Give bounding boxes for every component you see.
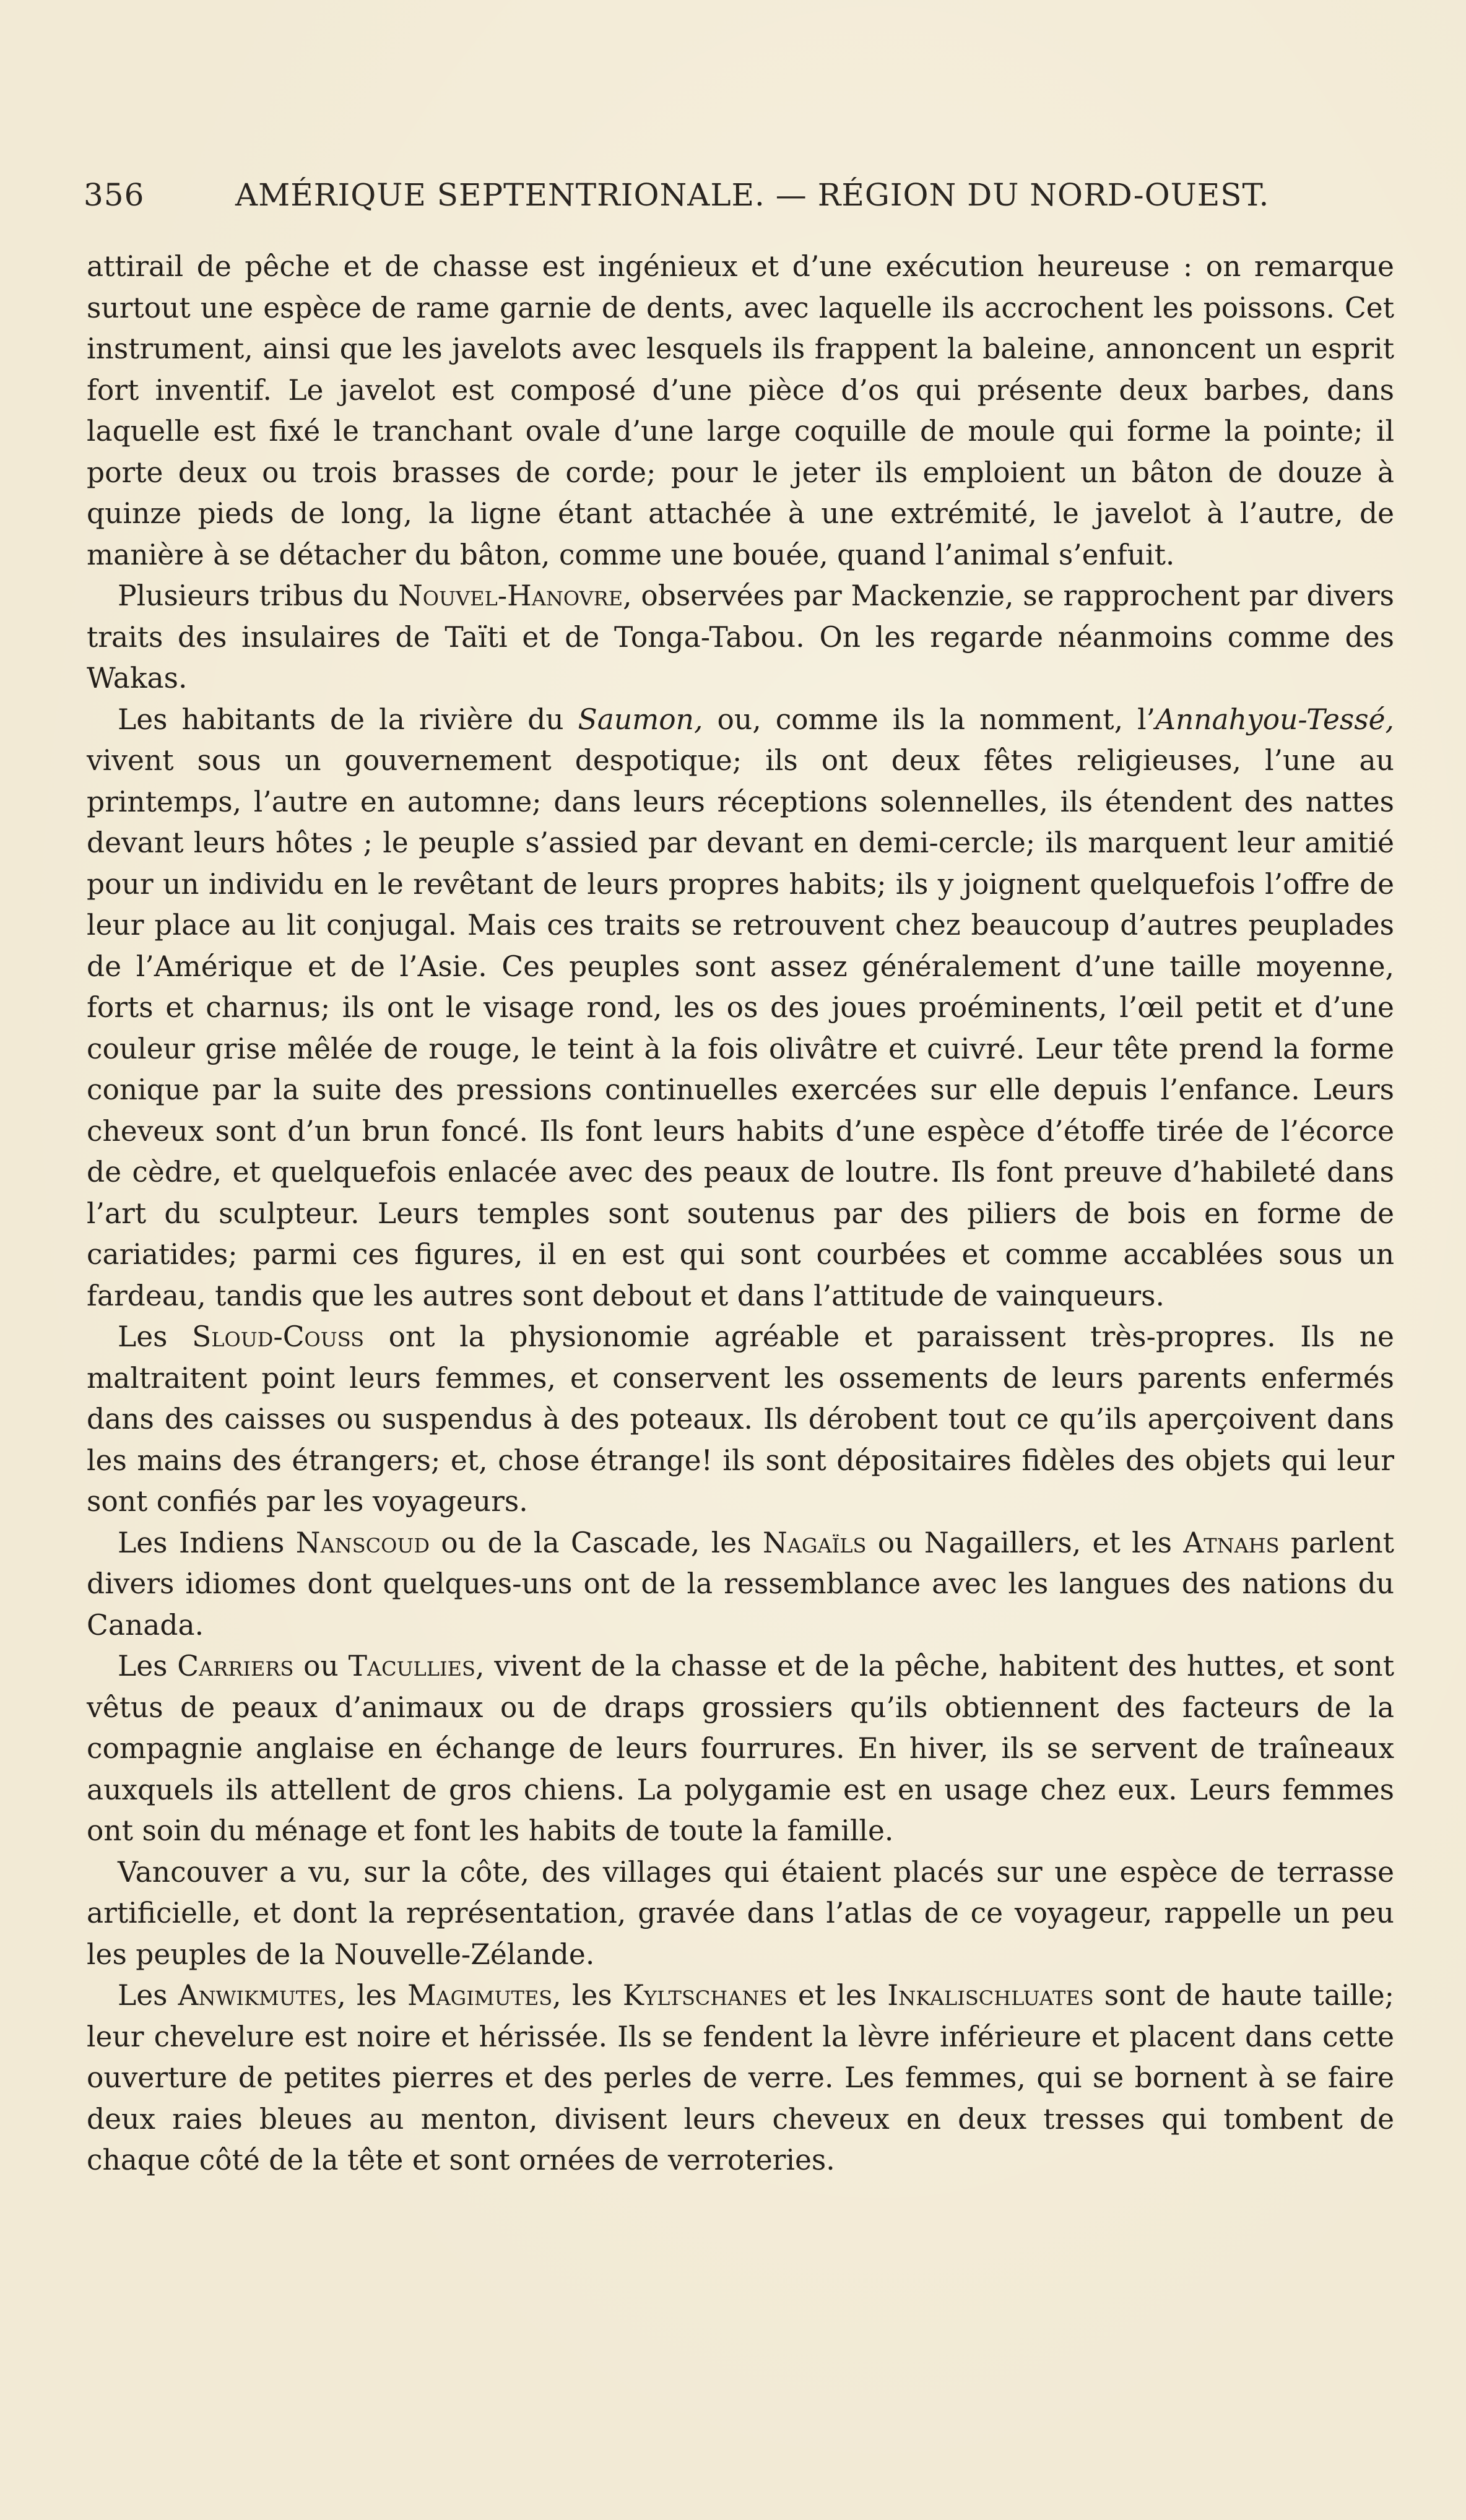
page-number: 356 [84, 177, 145, 213]
tribe-name: Nanscoud [295, 1526, 430, 1559]
tribe-name: Anwikmutes [178, 1979, 337, 2012]
paragraph-anwikmutes: Les Anwikmutes, les Magimutes, les Kyltschanes et les Inkalischluates sont de haute taille; leur chevelure est noire et hérissée. Ils se fendent la lèvre inférieure et placent dans cette ouverture de petites pierres et des perles de verre. Les femmes, qui se bornent à se faire deux raies bleues au menton, divisent leurs cheveux en deux tresses qui tombent de chaque côté de la tête et sont ornées de verroteries. [87, 1979, 1394, 2176]
river-name: Saumon, [578, 703, 703, 736]
paragraph-vancouver [87, 1852, 1394, 1976]
tribe-name: Nagaïls [762, 1526, 867, 1559]
running-title: AMÉRIQUE SEPTENTRIONALE. — RÉGION DU NORD-OUEST. [235, 177, 1270, 213]
paragraph-nouvel-hanovre: Plusieurs tribus du Nouvel-Hanovre, observées par Mackenzie, se rapprochent par divers traits des insulaires de Taïti et de Tonga-Tabou. On les regarde néanmoins comme des Wakas. [87, 579, 1395, 695]
tribe-name: Sloud-Couss [192, 1320, 365, 1353]
paragraph-nanscoud: Les Indiens Nanscoud ou de la Cascade, les Nagaïls ou Nagaillers, et les Atnahs parlent divers idiomes dont quelques-uns ont de la ressemblance avec les langues des nations du Canada. [87, 1526, 1394, 1642]
tribe-name: Carriers [177, 1650, 294, 1682]
tribe-name: Inkalischluates [887, 1979, 1094, 2012]
tribe-name: Kyltschanes [622, 1979, 787, 2012]
paragraph-fishing-tools [87, 246, 1394, 576]
paragraph-text: Vancouver a vu, sur la côte, des villages qui étaient placés sur une espèce de terrasse artificielle, et dont la représentation, gravée dans l’atlas de ce voyageur, rappelle un peu les peuples de la Nouvelle-Zélande. [87, 1855, 1394, 1971]
tribe-name: Tacullies [348, 1650, 475, 1682]
body-text [87, 246, 1394, 2181]
paragraph-sloud-couss: Les Sloud-Couss ont la physionomie agréable et paraissent très-propres. Ils ne maltraitent point leurs femmes, et conservent les ossements de leurs parents enfermés dans des caisses ou suspendus à des poteaux. Ils dérobent tout ce qu’ils aperçoivent dans les mains des étrangers; et, chose étrange! ils sont dépositaires fidèles des objets qui leur sont confiés par les voyageurs. [87, 1320, 1394, 1518]
paragraph-riviere-saumon: Les habitants de la rivière du Saumon, ou, comme ils la nomment, l’Annahyou-Tessé, vivent sous un gouvernement despotique; ils ont deux fêtes religieuses, l’une au printemps, l’autre en automne; dans leurs réceptions solennelles, ils étendent des nattes devant leurs hôtes ; le peuple s’assied par devant en demi-cercle; ils marquent leur amitié pour un individu en le revêtant de leurs propres habits; ils y joignent quelquefois l’offre de leur place au lit conjugal. Mais ces traits se retrouvent chez beaucoup d’autres peuplades de l’Amérique et de l’Asie. Ces peuples sont assez généralement d’une taille moyenne, forts et charnus; ils ont le visage rond, les os des joues proéminents, l’œil petit et d’une couleur grise mêlée de rouge, le teint à la fois olivâtre et cuivré. Leur tête prend la forme conique par la suite des pressions continuelles exercées sur elle depuis l’enfance. Leurs cheveux sont d’un brun foncé. Ils font leurs habits d’une espèce d’étoffe tirée de l’écorce de cèdre, et quelquefois enlacée avec des peaux de loutre. Ils font preuve d’habileté dans l’art du sculpteur. Leurs temples sont soutenus par des piliers de bois en forme de cariatides; parmi ces figures, il en est qui sont courbées et comme accablées sous un fardeau, tandis que les autres sont debout et dans l’attitude de vainqueurs. [87, 703, 1394, 1312]
tribe-name: Magimutes [407, 1979, 553, 2012]
tribe-name: Nouvel-Hanovre [397, 579, 623, 612]
running-header [84, 177, 1396, 220]
paragraph-carriers: Les Carriers ou Tacullies, vivent de la chasse et de la pêche, habitent des huttes, et sont vêtus de peaux d’animaux ou de draps grossiers qu’ils obtiennent des facteurs de la compagnie anglaise en échange de leurs fourrures. En hiver, ils se servent de traîneaux auxquels ils attellent de gros chiens. La polygamie est en usage chez eux. Leurs femmes ont soin du ménage et font les habits de toute la famille. [87, 1650, 1394, 1847]
river-native-name: Annahyou-Tessé, [1155, 703, 1394, 736]
tribe-name: Atnahs [1183, 1526, 1280, 1559]
paragraph-text: attirail de pêche et de chasse est ingénieux et d’une exécution heureuse : on remarque surtout une espèce de rame garnie de dents, avec laquelle ils accrochent les poissons. Cet instrument, ainsi que les javelots avec lesquels ils frappent la baleine, annoncent un esprit fort inventif. Le javelot est composé d’une pièce d’os qui présente deux barbes, dans laquelle est fixé le tranchant ovale d’une large coquille de moule qui forme la pointe; il porte deux ou trois brasses de corde; pour le jeter ils emploient un bâton de douze à quinze pieds de long, la ligne étant attachée à une extrémité, le javelot à l’autre, de manière à se détacher du bâton, comme une bouée, quand l’animal s’enfuit. [87, 250, 1394, 571]
